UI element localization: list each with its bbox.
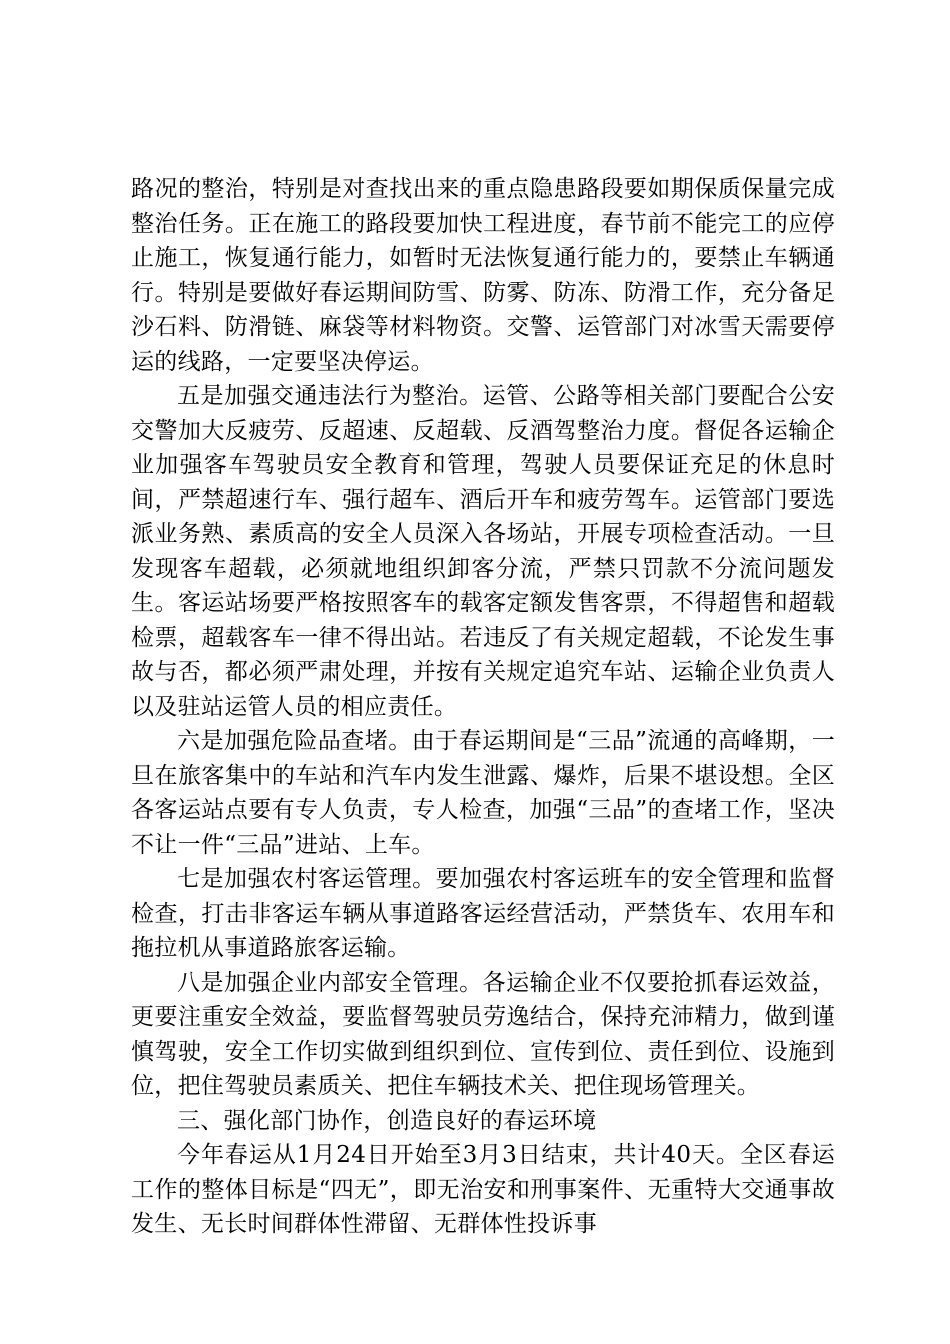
section-heading-department-cooperation: 三、强化部门协作，创造良好的春运环境 [177,1107,597,1134]
paragraph-spring-transport-goals: 今年春运从1月24日开始至3月3日结束，共计40天。全区春运工作的整体目标是“四无”，即无治安和刑事案件、无重特大交通事故发生、无长时间群体性滞留、无群体性投诉事 [131,1142,835,1237]
paragraph-traffic-violation-rectification: 五是加强交通违法行为整治。运管、公路等相关部门要配合公安交警加大反疲劳、反超速、反超载、反酒驾整治力度。督促各运输企业加强客车驾驶员安全教育和管理，驾驶人员要保证充足的休息时间，严禁超速行车、强行超车、酒后开车和疲劳驾车。运管部门要选派业务熟、素质高的安全人员深入各场站，开展专项检查活动。一旦发现客车超载，必须就地组织卸客分流，严禁只罚款不分流问题发生。客运站场要严格按照客车的载客定额发售客票，不得超售和超载检票，超载客车一律不得出站。若违反了有关规定超载，不论发生事故与否，都必须严肃处理，并按有关规定追究车站、运输企业负责人以及驻站运管人员的相应责任。 [131,383,835,720]
paragraph-enterprise-safety-management: 八是加强企业内部安全管理。各运输企业不仅要抢抓春运效益，更要注重安全效益，要监督驾驶员劳逸结合，保持充沛精力，做到谨慎驾驶，安全工作切实做到组织到位、宣传到位、责任到位、设施到位，把住驾驶员素质关、把住车辆技术关、把住现场管理关。 [131,969,835,1099]
document-body [131,172,835,1242]
paragraph-rural-passenger-transport: 七是加强农村客运管理。要加强农村客运班车的安全管理和监督检查，打击非客运车辆从事道路客运经营活动，严禁货车、农用车和拖拉机从事道路旅客运输。 [131,866,835,961]
paragraph-road-rectification: 路况的整治，特别是对查找出来的重点隐患路段要如期保质保量完成整治任务。正在施工的路段要加快工程进度，春节前不能完工的应停止施工，恢复通行能力，如暂时无法恢复通行能力的，要禁止车辆通行。特别是要做好春运期间防雪、防雾、防冻、防滑工作，充分备足沙石料、防滑链、麻袋等材料物资。交警、运管部门对冰雪天需要停运的线路，一定要坚决停运。 [131,176,835,375]
paragraph-dangerous-goods-check: 六是加强危险品查堵。由于春运期间是“三品”流通的高峰期，一旦在旅客集中的车站和汽车内发生泄露、爆炸，后果不堪设想。全区各客运站点要有专人负责，专人检查，加强“三品”的查堵工作，坚决不让一件“三品”进站、上车。 [131,728,835,858]
